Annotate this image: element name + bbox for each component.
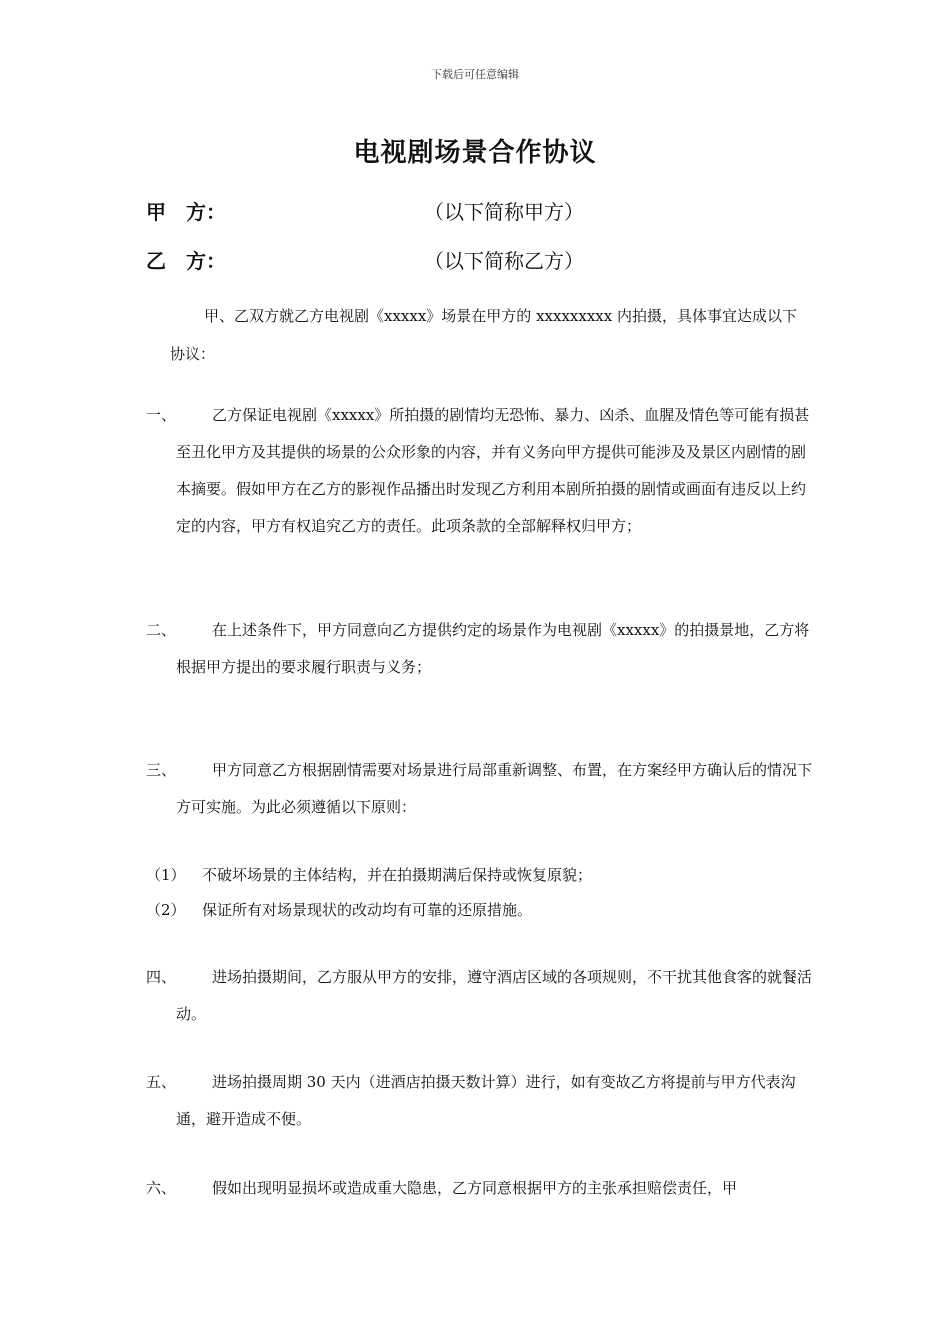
clause-number: 五、 xyxy=(146,1073,177,1091)
clause-number: 三、 xyxy=(146,761,177,779)
party-a-label: 甲 方： xyxy=(146,200,226,224)
sub-item-number: （1） xyxy=(146,866,186,884)
sub-item-text: 不破坏场景的主体结构，并在拍摄期满后保持或恢复原貌； xyxy=(202,866,593,884)
clause-4 xyxy=(146,959,816,1033)
clause-text: 甲方同意乙方根据剧情需要对场景进行局部重新调整、布置，在方案经甲方确认后的情况下方可实施。为此必须遵循以下原则： xyxy=(176,761,813,816)
sub-item-2 xyxy=(146,900,532,920)
clause-1 xyxy=(146,397,816,545)
clause-text: 在上述条件下，甲方同意向乙方提供约定的场景作为电视剧《xxxxx》的拍摄景地，乙方将根据甲方提出的要求履行职责与义务； xyxy=(176,621,810,676)
sub-item-text: 保证所有对场景现状的改动均有可靠的还原措施。 xyxy=(202,901,533,919)
clause-6 xyxy=(146,1170,816,1207)
document-title: 电视剧场景合作协议 xyxy=(353,138,597,168)
clause-text: 进场拍摄期间，乙方服从甲方的安排，遵守酒店区域的各项规则，不干扰其他食客的就餐活动。 xyxy=(176,968,813,1023)
clause-3 xyxy=(146,752,816,826)
header-note: 下载后可任意编辑 xyxy=(431,68,519,81)
clause-number: 一、 xyxy=(146,406,177,424)
party-b-note: （以下简称乙方） xyxy=(424,249,584,273)
clause-5 xyxy=(146,1064,816,1138)
sub-item-1 xyxy=(146,865,592,885)
clause-text: 假如出现明显损坏或造成重大隐患，乙方同意根据甲方的主张承担赔偿责任，甲 xyxy=(212,1179,738,1197)
clause-text: 进场拍摄周期 30 天内（进酒店拍摄天数计算）进行，如有变故乙方将提前与甲方代表沟通，避开造成不便。 xyxy=(176,1073,796,1128)
party-a-note: （以下简称甲方） xyxy=(424,200,584,224)
clause-2 xyxy=(146,612,816,686)
sub-item-number: （2） xyxy=(146,901,186,919)
clause-text: 乙方保证电视剧《xxxxx》所拍摄的剧情均无恐怖、暴力、凶杀、血腥及情色等可能有损甚至丑化甲方及其提供的场景的公众形象的内容，并有义务向甲方提供可能涉及及景区内剧情的剧本摘要。假如甲方在乙方的影视作品播出时发现乙方利用本剧所拍摄的剧情或画面有违反以上约定的内容，甲方有权追究乙方的责任。此项条款的全部解释权归甲方； xyxy=(176,406,810,535)
party-b-label: 乙 方： xyxy=(146,249,226,273)
clause-number: 二、 xyxy=(146,621,177,639)
clause-number: 六、 xyxy=(146,1179,177,1197)
intro-paragraph: 甲、乙双方就乙方电视剧《xxxxx》场景在甲方的 xxxxxxxxx 内拍摄，具体事宜达成以下协议： xyxy=(170,307,797,363)
clause-number: 四、 xyxy=(146,968,177,986)
